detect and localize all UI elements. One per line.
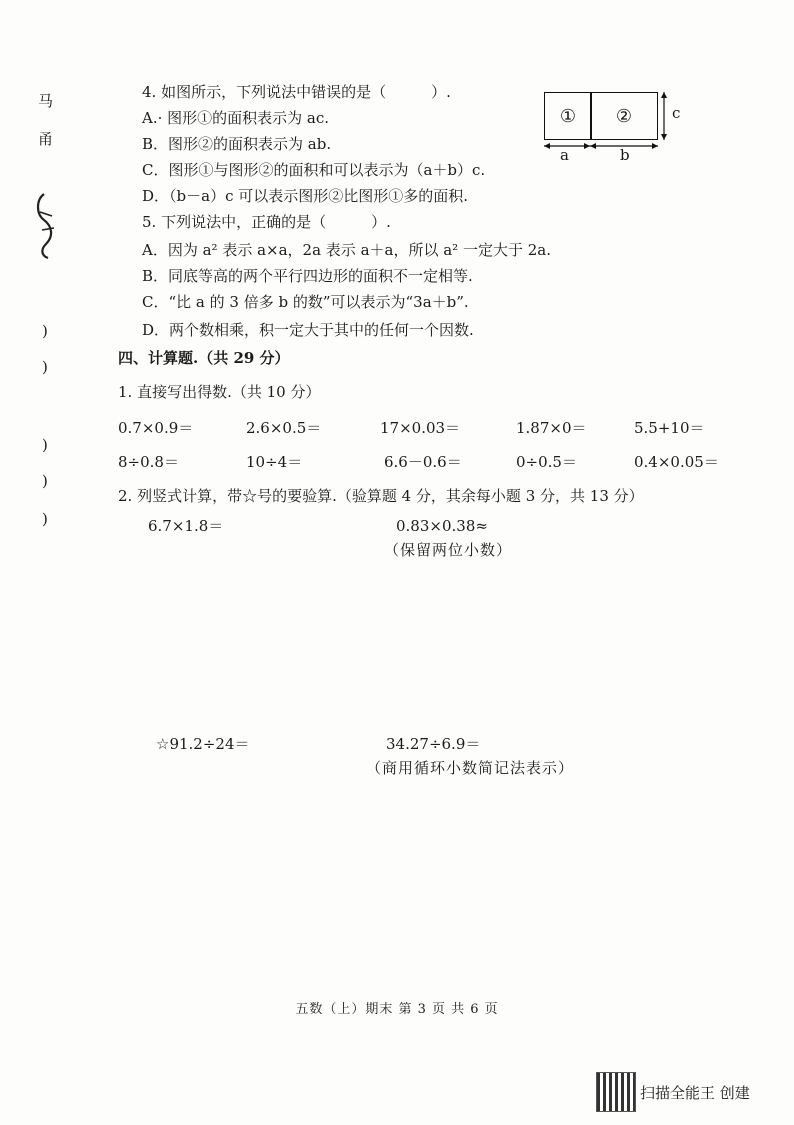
vertical-calc-2: 0.83×0.38≈ [396, 517, 488, 535]
calc-row1-item3: 17×0.03＝ [380, 419, 461, 437]
calc-row2-item1: 8÷0.8＝ [118, 453, 179, 471]
q4-option-c: C．图形①与图形②的面积和可以表示为（a＋b）c. [142, 161, 486, 179]
diagram-label-c: c [672, 104, 681, 122]
q4-option-b: B．图形②的面积表示为 ab. [142, 135, 332, 153]
vertical-calc-1: 6.7×1.8＝ [148, 517, 224, 535]
calc-row1-item4: 1.87×0＝ [516, 419, 587, 437]
calc-row1-item1: 0.7×0.9＝ [118, 419, 194, 437]
q5-option-a: A．因为 a² 表示 a×a，2a 表示 a＋a，所以 a² 一定大于 2a. [142, 241, 551, 259]
diagram-cell-1: ① [544, 92, 592, 140]
margin-paren-4: ) [42, 472, 48, 490]
section-4-sub2: 2. 列竖式计算，带☆号的要验算.（验算题 4 分，其余每小题 3 分，共 13 分） [118, 487, 644, 505]
vertical-calc-3: ☆91.2÷24＝ [156, 735, 250, 753]
q4-option-d: D．（b－a）c 可以表示图形②比图形①多的面积. [142, 187, 469, 205]
scanner-watermark: 扫描全能王 创建 [640, 1084, 750, 1102]
margin-char-1: 马 [38, 92, 54, 110]
calc-row2-item4: 0÷0.5＝ [516, 453, 577, 471]
q5-option-c: C．“比 a 的 3 倍多 b 的数”可以表示为“3a＋b”. [142, 293, 469, 311]
rectangle-diagram [540, 88, 690, 168]
calc-row2-item2: 10÷4＝ [246, 453, 303, 471]
calc-row2-item5: 0.4×0.05＝ [634, 453, 719, 471]
vertical-calc-4-note: （商用循环小数简记法表示） [366, 759, 575, 777]
diagram-label-a: a [560, 146, 569, 164]
calc-row2-item3: 6.6－0.6＝ [384, 453, 462, 471]
q4-stem: 4. 如图所示，下列说法中错误的是（ ）. [142, 83, 451, 101]
q4-option-a: A.· 图形①的面积表示为 ac. [142, 109, 330, 127]
page-footer: 五数（上）期末 第 3 页 共 6 页 [295, 1002, 499, 1017]
qr-code-icon [596, 1072, 636, 1112]
q5-stem: 5. 下列说法中，正确的是（ ）. [142, 213, 391, 231]
vertical-calc-2-note: （保留两位小数） [384, 541, 513, 559]
margin-paren-1: ) [42, 322, 48, 340]
margin-paren-5: ) [42, 510, 48, 528]
q5-option-b: B．同底等高的两个平行四边形的面积不一定相等. [142, 267, 473, 285]
section-4-title: 四、计算题.（共 29 分） [118, 349, 290, 367]
diagram-label-b: b [620, 146, 630, 164]
margin-doodle [32, 190, 62, 260]
vertical-calc-4: 34.27÷6.9＝ [386, 735, 481, 753]
section-4-sub1: 1. 直接写出得数.（共 10 分） [118, 383, 321, 401]
calc-row1-item5: 5.5+10＝ [634, 419, 705, 437]
diagram-cell-2: ② [590, 92, 658, 140]
margin-paren-3: ) [42, 436, 48, 454]
margin-paren-2: ) [42, 358, 48, 376]
calc-row1-item2: 2.6×0.5＝ [246, 419, 322, 437]
q5-option-d: D．两个数相乘，积一定大于其中的任何一个因数. [142, 321, 474, 339]
margin-char-2: 甬 [38, 130, 54, 148]
